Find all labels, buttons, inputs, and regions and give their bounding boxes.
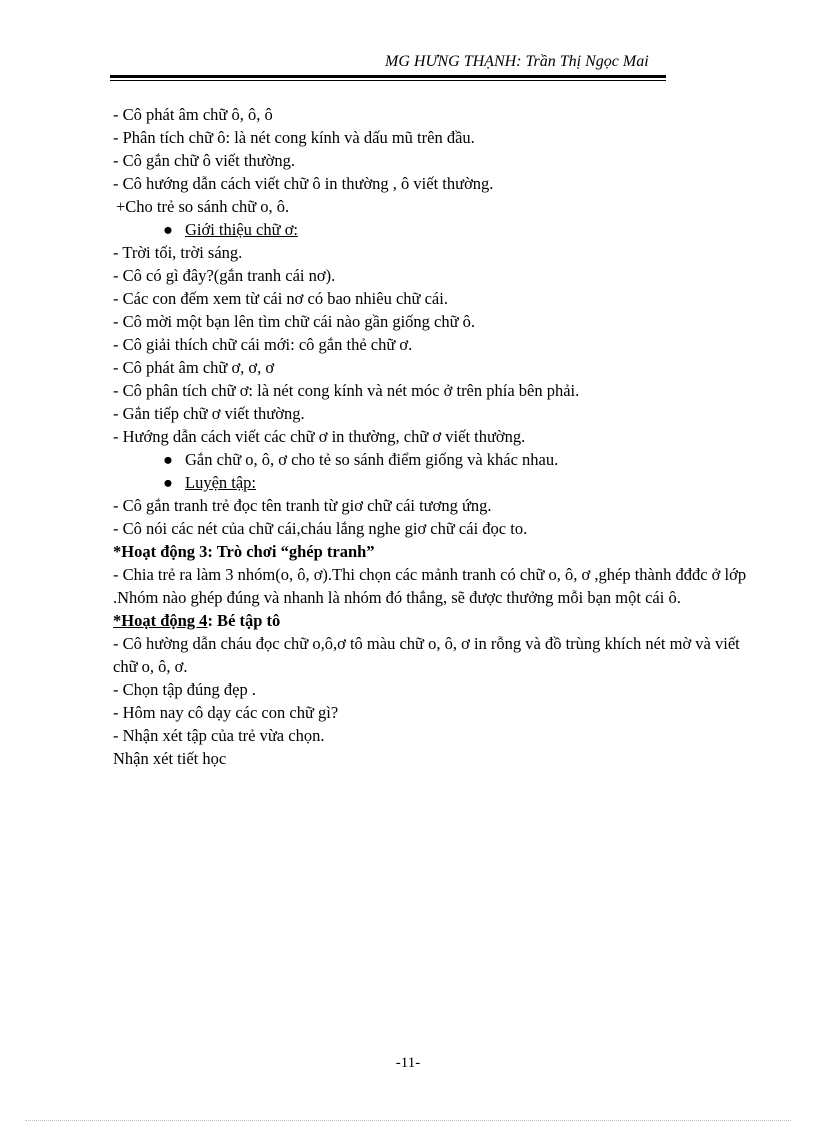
paragraph: - Cô hường dẫn cháu đọc chữ o,ô,ơ tô màu chữ o, ô, ơ in rỗng và đồ trùng khích nét mờ và viết chữ o, ô, ơ.	[113, 634, 740, 676]
text-line: - Cô có gì đây?(gắn tranh cái nơ).	[113, 266, 336, 285]
bullet-item	[113, 218, 753, 241]
page-border-dotted	[25, 1120, 791, 1121]
text-line: - Gắn tiếp chữ ơ viết thường.	[113, 404, 305, 423]
text-line: - Cô gắn chữ ô viết thường.	[113, 151, 295, 170]
section-heading-rest: : Bé tập tô	[207, 611, 281, 630]
header-rule	[110, 75, 666, 78]
bullet-icon: ●	[163, 450, 173, 469]
text-line: +Cho trẻ so sánh chữ o, ô.	[116, 197, 290, 216]
text-line: - Chọn tập đúng đẹp .	[113, 680, 256, 699]
text-line: - Cô gắn tranh trẻ đọc tên tranh từ giơ chữ cái tương ứng.	[113, 496, 492, 515]
section-heading: *Hoạt động 3: Trò chơi “ghép tranh”	[113, 542, 375, 561]
section-heading	[113, 609, 753, 632]
paragraph: - Chia trẻ ra làm 3 nhóm(o, ô, ơ).Thi chọn các mảnh tranh có chữ o, ô, ơ ,ghép thành đđđc ở lớp .Nhóm nào ghép đúng và nhanh là nhóm đó thắng, sẽ được thưởng mỗi bạn một cái ô.	[113, 565, 747, 607]
text-line: - Các con đếm xem từ cái nơ có bao nhiêu chữ cái.	[113, 289, 448, 308]
text-line: - Nhận xét tập của trẻ vừa chọn.	[113, 726, 325, 745]
text-line: - Trời tối, trời sáng.	[113, 243, 243, 262]
bullet-item	[113, 448, 753, 471]
page-number: -11-	[395, 1055, 421, 1071]
bullet-heading: Giới thiệu chữ ơ:	[185, 220, 299, 239]
section-heading-label: *Hoạt động 4	[113, 611, 208, 630]
text-line: - Phân tích chữ ô: là nét cong kính và dấu mũ trên đầu.	[113, 128, 475, 147]
text-line: - Cô giải thích chữ cái mới: cô gắn thẻ chữ ơ.	[113, 335, 413, 354]
bullet-icon: ●	[163, 220, 173, 239]
header-rule-thin	[110, 80, 666, 81]
text-line: - Cô hướng dẫn cách viết chữ ô in thường , ô viết thường.	[113, 174, 494, 193]
text-line: Nhận xét tiết học	[113, 749, 227, 768]
document-body	[113, 103, 753, 770]
text-line: - Hướng dẫn cách viết các chữ ơ in thường, chữ ơ viết thường.	[113, 427, 526, 446]
text-line: - Cô mời một bạn lên tìm chữ cái nào gần giống chữ ô.	[113, 312, 476, 331]
bullet-icon: ●	[163, 473, 173, 492]
bullet-text: Gắn chữ o, ô, ơ cho tẻ so sánh điểm giống và khác nhau.	[185, 450, 559, 469]
text-line: - Cô phát âm chữ ô, ô, ô	[113, 105, 273, 124]
text-line: - Cô phân tích chữ ơ: là nét cong kính và nét móc ở trên phía bên phải.	[113, 381, 580, 400]
text-line: - Cô nói các nét của chữ cái,cháu lắng nghe giơ chữ cái đọc to.	[113, 519, 528, 538]
bullet-item	[113, 471, 753, 494]
text-line: - Cô phát âm chữ ơ, ơ, ơ	[113, 358, 275, 377]
page-header: MG HƯNG THẠNH: Trần Thị Ngọc Mai	[385, 53, 649, 70]
bullet-heading: Luyện tập:	[185, 473, 257, 492]
text-line: - Hôm nay cô dạy các con chữ gì?	[113, 703, 339, 722]
